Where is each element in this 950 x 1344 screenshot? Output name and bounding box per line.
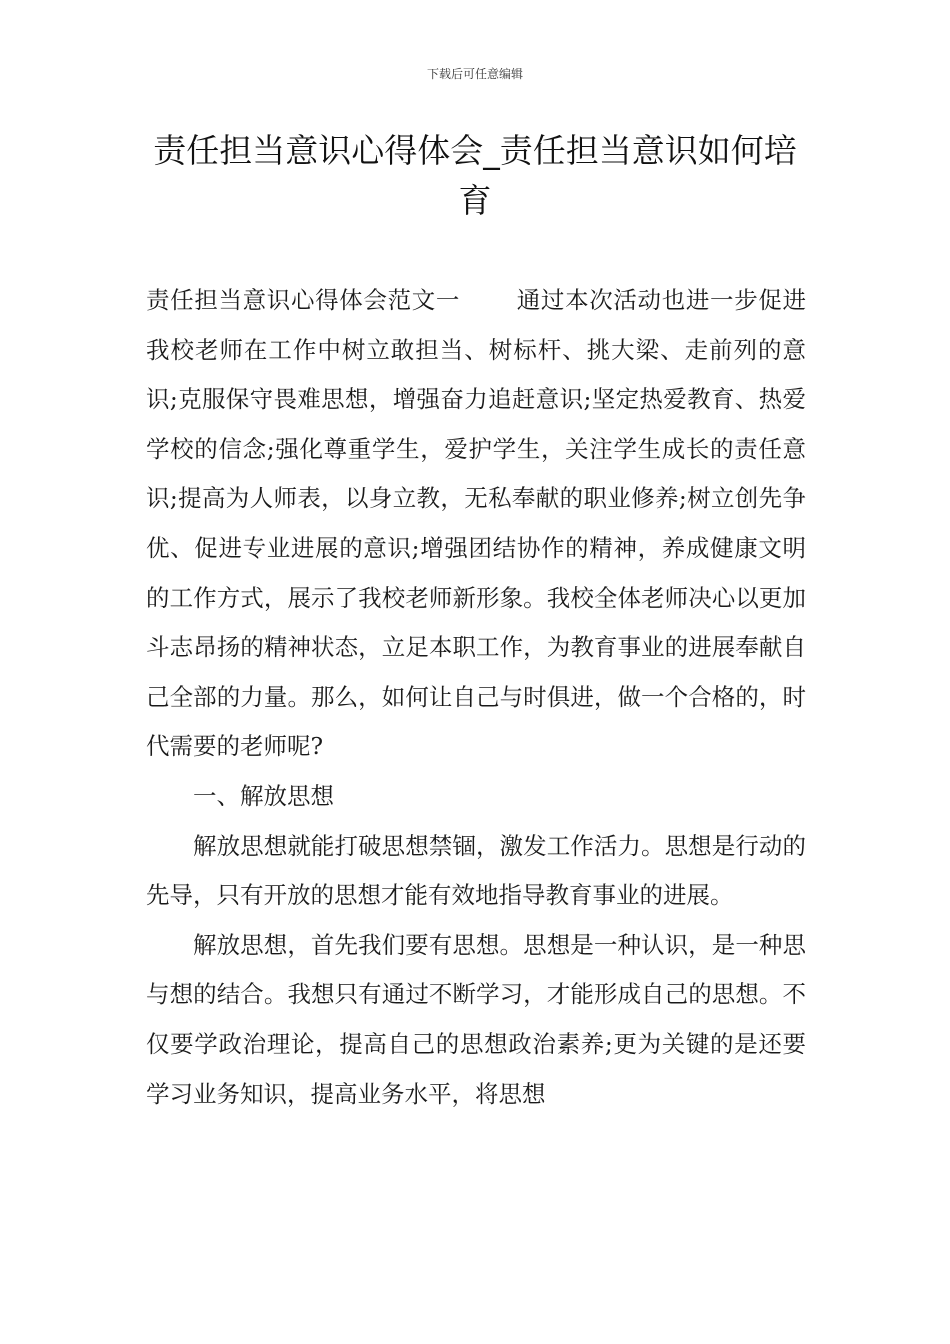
section-heading: 一、解放思想 <box>193 781 334 810</box>
paragraph-intro <box>146 276 806 772</box>
paragraph-lead: 责任担当意识心得体会范文一 <box>146 286 461 314</box>
header-note: 下载后可任意编辑 <box>426 67 523 81</box>
document-body <box>146 276 806 1119</box>
paragraph: 解放思想就能打破思想禁锢，激发工作活力。思想是行动的先导，只有开放的思想才能有效地指导教育事业的进展。 <box>146 831 806 910</box>
paragraph: 解放思想，首先我们要有思想。思想是一种认识，是一种思与想的结合。我想只有通过不断学习，才能形成自己的思想。不仅要学政治理论，提高自己的思想政治素养;更为关键的是还要学习业务知识，提高业务水平，将思想 <box>146 930 806 1108</box>
paragraph-text: 通过本次活动也进一步促进我校老师在工作中树立敢担当、树标杆、挑大梁、走前列的意识;克服保守畏难思想，增强奋力追赶意识;坚定热爱教育、热爱学校的信念;强化尊重学生，爱护学生，关注学生成长的责任意识;提高为人师表，以身立教，无私奉献的职业修养;树立创先争优、促进专业进展的意识;增强团结协作的精神，养成健康文明的工作方式，展示了我校老师新形象。我校全体老师决心以更加斗志昂扬的精神状态，立足本职工作，为教育事业的进展奉献自己全部的力量。那么，如何让自己与时俱进，做一个合格的，时代需要的老师呢? <box>146 286 807 761</box>
document-title: 责任担当意识心得体会_责任担当意识如何培育 <box>153 131 797 220</box>
